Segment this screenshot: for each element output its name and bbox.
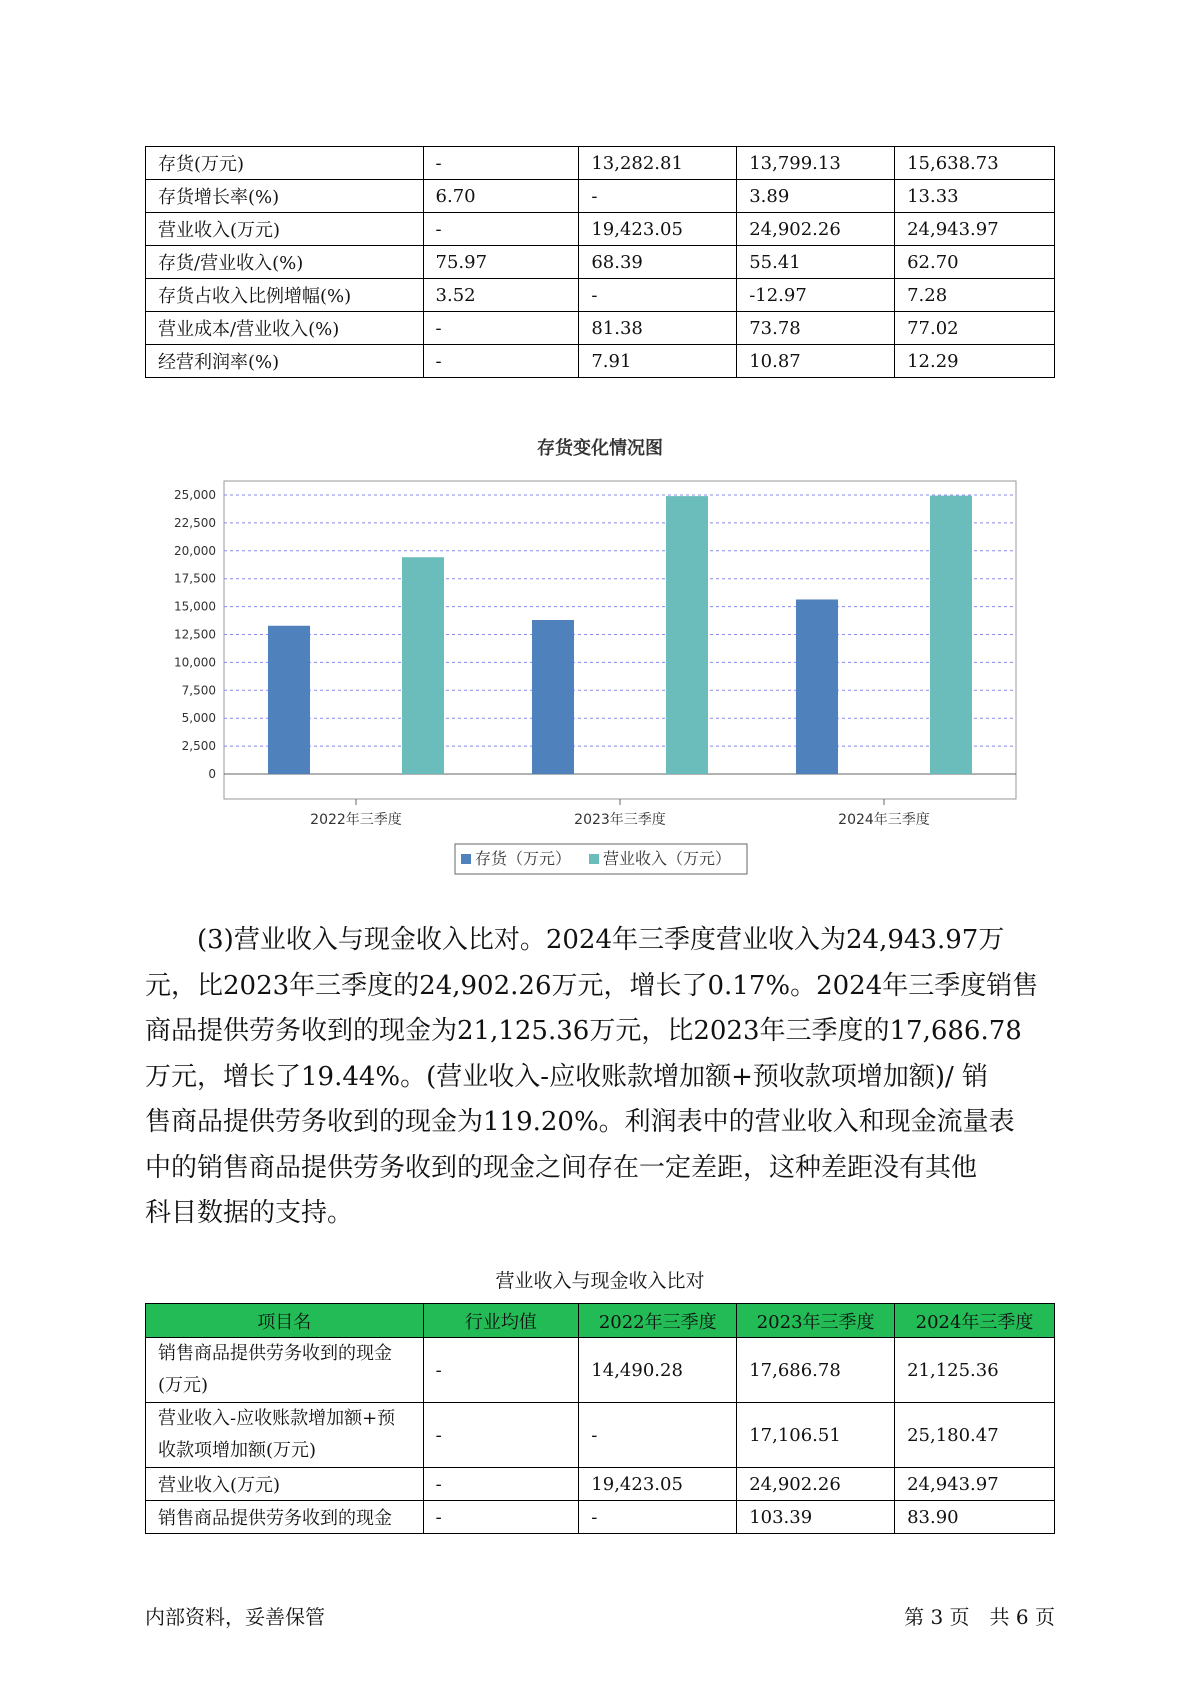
table-cell: - [579, 180, 737, 213]
column-header: 2022年三季度 [579, 1304, 737, 1338]
x-axis-ticks [310, 799, 930, 828]
table-cell: 55.41 [737, 246, 895, 279]
table-cell: 81.38 [579, 312, 737, 345]
y-tick-label: 10,000 [174, 655, 216, 670]
chart-title: 存货变化情况图 [537, 438, 663, 459]
table-cell: 24,943.97 [895, 1468, 1055, 1501]
table-cell: 62.70 [895, 246, 1055, 279]
table-cell: 14,490.28 [579, 1338, 737, 1403]
table-cell: 24,902.26 [737, 1468, 895, 1501]
table-caption: 营业收入与现金收入比对 [495, 1270, 705, 1292]
table-cell: 17,106.51 [737, 1403, 895, 1468]
y-tick-label: 5,000 [181, 711, 216, 726]
table-cell: 6.70 [423, 180, 579, 213]
table-cell: 10.87 [737, 345, 895, 378]
table-cell: 15,638.73 [895, 147, 1055, 180]
plot-area [224, 481, 1016, 799]
table-cell: - [423, 1403, 579, 1468]
paragraph-line: (3)营业收入与现金收入比对。2024年三季度营业收入为24,943.97万 [197, 925, 1005, 955]
column-header: 2024年三季度 [895, 1304, 1055, 1338]
bar-inventory [796, 599, 838, 774]
paragraph-line: 商品提供劳务收到的现金为21,125.36万元，比2023年三季度的17,686.78 [145, 1016, 1022, 1046]
table-cell: 13.33 [895, 180, 1055, 213]
table-cell: 21,125.36 [895, 1338, 1055, 1403]
table-cell: 营业收入(万元) [146, 213, 424, 246]
table-cell: 68.39 [579, 246, 737, 279]
paragraph-line: 科目数据的支持。 [145, 1198, 354, 1228]
table-cell: 77.02 [895, 312, 1055, 345]
table-cell: - [423, 213, 579, 246]
table-cell: - [423, 345, 579, 378]
cell-line: 销售商品提供劳务收到的现金 [158, 1343, 392, 1364]
table-cell: - [423, 147, 579, 180]
table-row [146, 1468, 1055, 1501]
table-cell: 存货增长率(%) [146, 180, 424, 213]
bar-inventory [268, 626, 310, 774]
table-cell: - [423, 312, 579, 345]
y-tick-label: 7,500 [181, 683, 216, 698]
x-tick-label: 2022年三季度 [310, 812, 402, 828]
legend-swatch-inventory [461, 854, 471, 864]
table-cell: 13,282.81 [579, 147, 737, 180]
cell-line: 营业收入-应收账款增加额+预 [158, 1408, 396, 1429]
y-tick-label: 17,500 [174, 571, 216, 586]
table-row [146, 279, 1055, 312]
paragraph-line: 售商品提供劳务收到的现金为119.20%。利润表中的营业收入和现金流量表 [145, 1107, 1015, 1137]
x-tick-label: 2023年三季度 [574, 812, 666, 828]
table-cell: - [579, 279, 737, 312]
table-cell: 19,423.05 [579, 1468, 737, 1501]
table-cell: 3.52 [423, 279, 579, 312]
table-cell: 24,902.26 [737, 213, 895, 246]
table-cell: 25,180.47 [895, 1403, 1055, 1468]
y-tick-label: 20,000 [174, 543, 216, 558]
table-cell: 存货/营业收入(%) [146, 246, 424, 279]
table-row [146, 246, 1055, 279]
footer-confidential-note: 内部资料，妥善保管 [145, 1605, 325, 1629]
table-cell: 83.90 [895, 1501, 1055, 1534]
table-row [146, 312, 1055, 345]
y-axis-ticks [174, 488, 216, 781]
table-header-row [146, 1304, 1055, 1338]
table-cell: - [423, 1501, 579, 1534]
table-row [146, 345, 1055, 378]
paragraph-line: 万元，增长了19.44%。(营业收入-应收账款增加额+预收款项增加额)/ 销 [145, 1061, 989, 1092]
table-cell: 营业成本/营业收入(%) [146, 312, 424, 345]
table-cell: 3.89 [737, 180, 895, 213]
bar-inventory [532, 620, 574, 774]
legend-label-inventory: 存货（万元） [475, 849, 572, 868]
table-cell: 存货(万元) [146, 147, 424, 180]
table-cell [146, 1403, 424, 1468]
column-header: 行业均值 [423, 1304, 579, 1338]
paragraph-line: 中的销售商品提供劳务收到的现金之间存在一定差距，这种差距没有其他 [145, 1152, 978, 1183]
table-cell: 经营利润率(%) [146, 345, 424, 378]
table-cell: - [423, 1338, 579, 1403]
table-row [146, 1501, 1055, 1534]
table-cell: 12.29 [895, 345, 1055, 378]
legend [455, 844, 747, 874]
cell-line: 收款项增加额(万元) [158, 1440, 317, 1461]
table-row [146, 213, 1055, 246]
cell-line: (万元) [158, 1375, 209, 1396]
table-row [146, 147, 1055, 180]
table-cell: - [579, 1403, 737, 1468]
body-paragraph [145, 918, 1057, 1237]
table-cell: 19,423.05 [579, 213, 737, 246]
table-row [146, 1403, 1055, 1468]
table-cell: 销售商品提供劳务收到的现金 [146, 1501, 424, 1534]
table-cell: 7.91 [579, 345, 737, 378]
legend-swatch-revenue [589, 854, 599, 864]
x-tick-label: 2024年三季度 [838, 812, 930, 828]
table-cell: 103.39 [737, 1501, 895, 1534]
table-cell: - [423, 1468, 579, 1501]
table-cell: 存货占收入比例增幅(%) [146, 279, 424, 312]
y-tick-label: 2,500 [181, 739, 216, 754]
y-tick-label: 25,000 [174, 488, 216, 502]
table-row [146, 180, 1055, 213]
financial-metrics-table [145, 146, 1055, 378]
table-cell [146, 1338, 424, 1403]
bar-chart [145, 430, 1055, 880]
y-tick-label: 0 [208, 767, 216, 781]
inventory-chart [145, 430, 1055, 880]
table-cell: -12.97 [737, 279, 895, 312]
y-tick-label: 22,500 [174, 515, 216, 530]
table-cell: 75.97 [423, 246, 579, 279]
table-cell: 24,943.97 [895, 213, 1055, 246]
bar-revenue [666, 496, 708, 774]
bar-revenue [930, 496, 972, 774]
paragraph-line: 元，比2023年三季度的24,902.26万元，增长了0.17%。2024年三季度销售 [145, 970, 1039, 1001]
table-row [146, 1338, 1055, 1403]
table-cell: 7.28 [895, 279, 1055, 312]
revenue-cash-comparison-table [145, 1303, 1055, 1534]
table-cell: 营业收入(万元) [146, 1468, 424, 1501]
bar-revenue [402, 557, 444, 774]
page-number: 第 3 页 共 6 页 [904, 1605, 1055, 1629]
column-header: 2023年三季度 [737, 1304, 895, 1338]
table-cell: 17,686.78 [737, 1338, 895, 1403]
y-tick-label: 15,000 [174, 599, 216, 614]
table-cell: 73.78 [737, 312, 895, 345]
table-cell: 13,799.13 [737, 147, 895, 180]
table-cell: - [579, 1501, 737, 1534]
column-header: 项目名 [146, 1304, 424, 1338]
legend-label-revenue: 营业收入（万元） [603, 849, 732, 868]
y-tick-label: 12,500 [174, 627, 216, 642]
